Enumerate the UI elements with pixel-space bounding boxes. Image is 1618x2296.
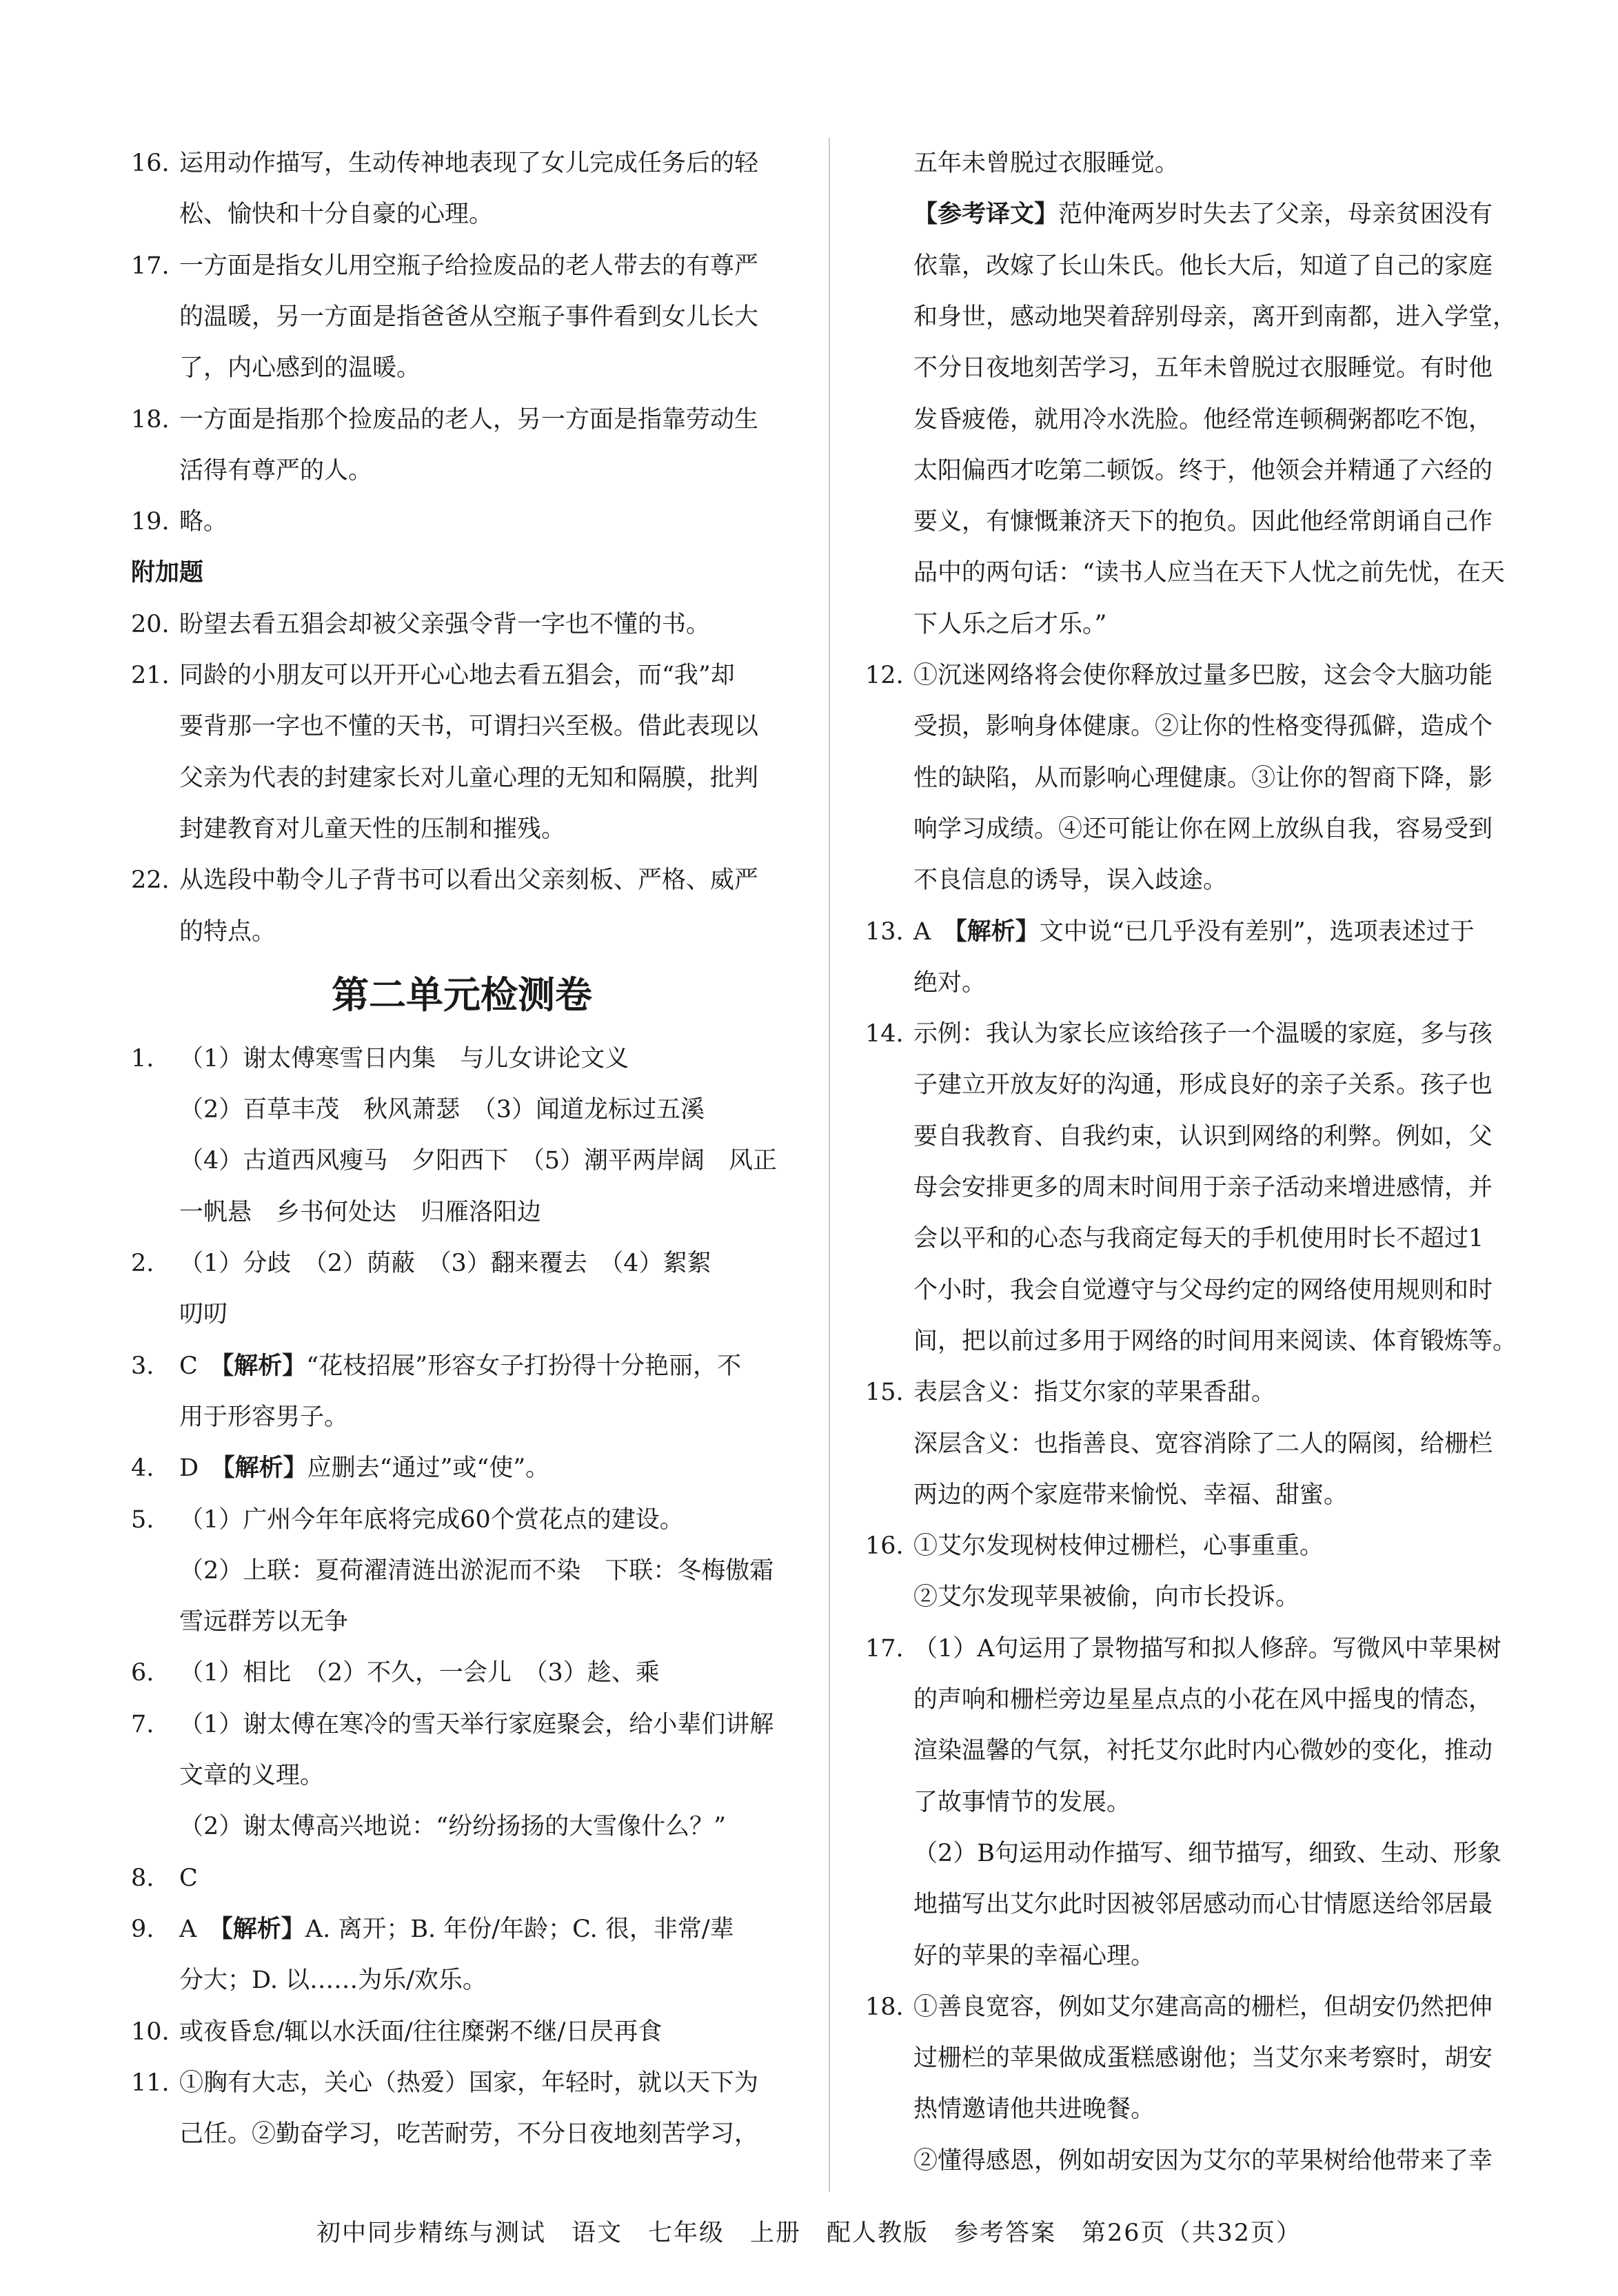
question-number: 18. (131, 405, 170, 434)
question-number: 7. (131, 1710, 154, 1738)
answer-line (865, 1111, 1493, 1162)
answer-text: C (179, 1864, 198, 1892)
answer-line (865, 241, 1493, 292)
answer-line (865, 547, 1505, 598)
answer-line (131, 1494, 684, 1545)
question-number: 3. (131, 1352, 154, 1380)
answer-line (865, 1521, 1324, 1572)
question-number: 16. (865, 1532, 904, 1561)
answer-line (865, 189, 1493, 240)
answer-line (131, 1801, 726, 1852)
question-number: 20. (131, 610, 170, 638)
section-title: 附加题 (131, 559, 204, 587)
answer-text: 雪远群芳以无争 (179, 1608, 349, 1636)
answer-line (131, 445, 372, 496)
answer-text: 渲染温馨的气氛，衬托艾尔此时内心微妙的变化，推动 (913, 1737, 1493, 1765)
answer-line (131, 292, 758, 343)
answer-line (865, 1008, 1493, 1059)
answer-text: 一方面是指那个捡废品的老人，另一方面是指靠劳动生 (179, 405, 759, 434)
answer-line (131, 1084, 705, 1135)
answer-line (865, 701, 1493, 752)
answer-line (865, 496, 1493, 547)
answer-line (131, 1904, 734, 1955)
answer-text: 和身世，感动地哭着辞别母亲，离开到南都，进入学堂， (913, 303, 1517, 331)
answer-text: 的声响和栅栏旁边星星点点的小花在风中摇曳的情态， (913, 1686, 1493, 1714)
answer-line (865, 2033, 1493, 2084)
answer-text: 一方面是指女儿用空瓶子给捡废品的老人带去的有尊严 (179, 252, 759, 280)
question-number: 5. (131, 1505, 154, 1534)
answer-text: 分大；D. 以……为乐/欢乐。 (179, 1967, 487, 1995)
question-number: 22. (131, 866, 170, 895)
answer-text: （1）相比 （2）不久，一会儿 （3）趁、乘 (179, 1659, 660, 1687)
answer-text: 母会安排更多的周末时间用于亲子活动来增进感情，并 (913, 1174, 1493, 1201)
answer-line (865, 804, 1493, 855)
answer-text: 的特点。 (179, 917, 276, 946)
answer-text: 好的苹果的幸福心理。 (913, 1942, 1155, 1970)
analysis-tag: 【解析】 (221, 1915, 305, 1943)
answer-text: 范仲淹两岁时失去了父亲，母亲贫困没有 (1058, 201, 1493, 229)
answer-line (131, 1647, 660, 1698)
answer-line (131, 1238, 711, 1289)
answer-line (865, 1162, 1493, 1213)
answer-line (865, 1572, 1300, 1623)
answer-text: 发昏疲倦，就用冷水洗脸。他经常连顿稠粥都吃不饱， (913, 405, 1493, 434)
answer-text: ②艾尔发现苹果被偷，向市长投诉。 (913, 1583, 1300, 1612)
question-number: 9. (131, 1915, 154, 1943)
answer-line (865, 753, 1493, 804)
answer-text: 会以平和的心态与我商定每天的手机使用时长不超过1 (913, 1225, 1484, 1253)
answer-text: 依靠，改嫁了长山朱氏。他长大后，知道了自己的家庭 (913, 252, 1493, 280)
answer-text: （2）谢太傅高兴地说：“纷纷扬扬的大雪像什么？” (179, 1813, 727, 1841)
answer-line (865, 343, 1493, 394)
answer-text: 要背那一字也不懂的天书，可谓扫兴至极。借此表现以 (179, 713, 759, 741)
answer-line (131, 855, 758, 906)
answer-line (131, 1187, 541, 1238)
answer-choice: C (179, 1352, 222, 1380)
answer-line (131, 1596, 348, 1647)
page-footer: 初中同步精练与测试 语文 七年级 上册 配人教版 参考答案 第26页（共32页） (316, 2219, 1302, 2247)
question-number: 21. (131, 662, 170, 689)
analysis-tag: 【参考译文】 (913, 201, 1059, 229)
answer-text: 叨叨 (179, 1301, 228, 1329)
answer-text: A. 离开；B. 年份/年龄；C. 很，非常/辈 (305, 1915, 734, 1943)
question-number: 15. (865, 1379, 904, 1407)
answer-text: 的温暖，另一方面是指爸爸从空瓶子事件看到女儿长大 (179, 303, 759, 331)
answer-line (865, 1674, 1493, 1725)
answer-line (131, 394, 758, 445)
answer-text: 同龄的小朋友可以开开心心地去看五猖会，而“我”却 (179, 662, 735, 689)
answer-text: 活得有尊严的人。 (179, 456, 373, 485)
answer-choice: D (179, 1454, 223, 1483)
answer-line (865, 906, 1475, 957)
answer-line (131, 599, 710, 650)
answer-line (131, 701, 758, 752)
answer-line (131, 1853, 198, 1904)
answer-text: 文中说“已几乎没有差别”，选项表述过于 (1039, 917, 1475, 946)
answer-text: ②懂得感恩，例如胡安因为艾尔的苹果树给他带来了幸 (913, 2146, 1493, 2175)
answer-text: 性的缺陷，从而影响心理健康。③让你的智商下降，影 (913, 764, 1493, 792)
answer-text: 封建教育对儿童天性的压制和摧残。 (179, 815, 566, 843)
answer-text: ①胸有大志，关心（热爱）国家，年轻时，就以天下为 (179, 2069, 759, 2097)
question-number: 10. (131, 2018, 170, 2046)
answer-text: 松、愉快和十分自豪的心理。 (179, 201, 494, 229)
question-number: 1. (131, 1044, 154, 1073)
answer-text: 父亲为代表的封建家长对儿童心理的无知和隔膜，批判 (179, 764, 759, 792)
answer-text: 一帆悬 乡书何处达 归雁洛阳边 (179, 1198, 542, 1226)
answer-text: “花枝招展”形容女子打扮得十分艳丽，不 (306, 1352, 742, 1380)
answer-line (865, 599, 1106, 650)
answer-text: 绝对。 (913, 968, 987, 997)
answer-text: 了，内心感到的温暖。 (179, 354, 421, 383)
question-number: 8. (131, 1864, 154, 1892)
answer-line (865, 1879, 1493, 1930)
answer-text: 响学习成绩。④还可能让你在网上放纵自我，容易受到 (913, 815, 1493, 843)
answer-text: 应删去“通过”或“使”。 (307, 1454, 550, 1483)
answer-text: 深层含义：也指善良、宽容消除了二人的隔阂，给栅栏 (913, 1430, 1493, 1458)
unit-title: 第二单元检测卷 (332, 973, 592, 1017)
answer-text: 不分日夜地刻苦学习，五年未曾脱过衣服睡觉。有时他 (913, 354, 1493, 383)
answer-text: （1）谢太傅在寒冷的雪天举行家庭聚会，给小辈们讲解 (179, 1710, 774, 1738)
analysis-tag: 【解析】 (955, 917, 1040, 946)
answer-text: 五年未曾脱过衣服睡觉。 (913, 150, 1180, 177)
answer-text: 要自我教育、自我约束，认识到网络的利弊。例如，父 (913, 1122, 1493, 1150)
answer-line (865, 1316, 1517, 1367)
question-number: 14. (865, 1020, 904, 1048)
answer-line (131, 1545, 773, 1596)
answer-text: （2）上联：夏荷濯清涟出淤泥而不染 下联：冬梅傲霜 (179, 1556, 774, 1585)
answer-text: （2）B句运用动作描写、细节描写，细致、生动、形象 (913, 1839, 1501, 1867)
answer-line (131, 1955, 487, 2006)
answer-line (865, 445, 1493, 496)
answer-line (865, 1931, 1155, 1982)
answer-line (865, 1419, 1493, 1470)
question-number: 13. (865, 917, 904, 946)
answer-line (131, 2058, 758, 2109)
answer-text: 己任。②勤奋学习，吃苦耐劳，不分日夜地刻苦学习， (179, 2120, 759, 2148)
question-number: 12. (865, 662, 904, 689)
answer-text: 太阳偏西才吃第二顿饭。终于，他领会并精通了六经的 (913, 456, 1493, 485)
question-number: 17. (131, 252, 170, 280)
answer-text: 或夜昏怠/辄以水沃面/往往糜粥不继/日昃再食 (179, 2018, 663, 2046)
answer-line (865, 1059, 1493, 1110)
answer-text: 表层含义：指艾尔家的苹果香甜。 (913, 1379, 1276, 1407)
question-number: 2. (131, 1250, 154, 1277)
answer-text: （1）分歧 （2）荫蔽 （3）翻来覆去 （4）絮絮 (179, 1250, 711, 1277)
answer-line (131, 650, 735, 701)
answer-line (131, 1750, 324, 1801)
question-number: 19. (131, 508, 170, 536)
answer-text: （2）百草丰茂 秋风萧瑟 （3）闻道龙标过五溪 (179, 1096, 705, 1124)
answer-text: 品中的两句话：“读书人应当在天下人忧之前先忧，在天 (913, 559, 1505, 587)
answer-line (131, 1289, 227, 1340)
answer-line (131, 1341, 741, 1392)
answer-text: 盼望去看五猖会却被父亲强令背一字也不懂的书。 (179, 610, 711, 638)
answer-line (865, 1828, 1501, 1879)
question-number: 4. (131, 1454, 154, 1483)
answer-line (865, 1367, 1275, 1418)
answer-line (131, 2007, 662, 2058)
answer-text: 热情邀请他共进晚餐。 (913, 2095, 1155, 2124)
section-heading (131, 547, 203, 598)
analysis-tag: 【解析】 (221, 1352, 307, 1380)
answer-text: 了故事情节的发展。 (913, 1788, 1131, 1816)
answer-text: ①善良宽容，例如艾尔建高高的栅栏，但胡安仍然把伸 (913, 1993, 1493, 2021)
column-divider (829, 138, 830, 2192)
answer-text: ①艾尔发现树枝伸过栅栏，心事重重。 (913, 1532, 1324, 1561)
answer-line (865, 650, 1493, 701)
answer-line (131, 906, 276, 957)
answer-text: 用于形容男子。 (179, 1403, 349, 1431)
answer-line (865, 1725, 1493, 1776)
answer-text: 从选段中勒令儿子背书可以看出父亲刻板、严格、威严 (179, 866, 759, 895)
answer-text: 个小时，我会自觉遵守与父母约定的网络使用规则和时 (913, 1276, 1493, 1304)
answer-line (865, 1623, 1501, 1674)
answer-line (131, 1443, 549, 1494)
answer-line (865, 292, 1517, 343)
answer-line (131, 189, 493, 240)
answer-text: 运用动作描写，生动传神地表现了女儿完成任务后的轻 (179, 150, 759, 177)
answer-text: （4）古道西风瘦马 夕阳西下 （5）潮平两岸阔 风正 (179, 1147, 778, 1175)
answer-text: 略。 (179, 508, 228, 536)
answer-line (131, 496, 227, 547)
answer-text: 下人乐之后才乐。” (913, 610, 1107, 638)
answer-line (865, 1470, 1348, 1521)
answer-line (131, 753, 758, 804)
answer-text: 子建立开放友好的沟通，形成良好的亲子关系。孩子也 (913, 1071, 1493, 1099)
answer-text: ①沉迷网络将会使你释放过量多巴胺，这会令大脑功能 (913, 662, 1493, 689)
answer-line (131, 804, 565, 855)
answer-line (131, 1699, 773, 1750)
answer-line (865, 1213, 1484, 1264)
answer-line (865, 2135, 1493, 2186)
analysis-tag: 【解析】 (223, 1454, 307, 1483)
answer-line (865, 1982, 1493, 2033)
answer-choice: A (913, 917, 955, 946)
question-number: 18. (865, 1993, 904, 2021)
answer-line (865, 957, 986, 1008)
answer-text: 文章的义理。 (179, 1762, 325, 1789)
answer-line (131, 2109, 758, 2160)
answer-text: 要义，有慷慨兼济天下的抱负。因此他经常朗诵自己作 (913, 508, 1493, 536)
answer-line (865, 394, 1493, 445)
answer-line (131, 1033, 629, 1084)
question-number: 6. (131, 1659, 154, 1687)
answer-line (865, 855, 1227, 906)
answer-line (131, 1392, 348, 1443)
question-number: 11. (131, 2069, 170, 2097)
answer-line (131, 241, 758, 292)
answer-text: （1）谢太傅寒雪日内集 与儿女讲论文义 (179, 1044, 629, 1073)
answer-text: （1）A句运用了景物描写和拟人修辞。写微风中苹果树 (913, 1634, 1501, 1663)
answer-line (131, 1135, 777, 1186)
answer-text: 示例：我认为家长应该给孩子一个温暖的家庭，多与孩 (913, 1020, 1493, 1048)
answer-line (865, 1265, 1493, 1316)
answer-text: 地描写出艾尔此时因被邻居感动而心甘情愿送给邻居最 (913, 1891, 1493, 1919)
answer-line (865, 2084, 1155, 2135)
answer-line (865, 1777, 1131, 1828)
answer-text: 过栅栏的苹果做成蛋糕感谢他；当艾尔来考察时，胡安 (913, 2044, 1493, 2073)
answer-text: 不良信息的诱导，误入歧途。 (913, 866, 1228, 895)
answer-choice: A (179, 1915, 221, 1943)
answer-text: 间，把以前过多用于网络的时间用来阅读、体育锻炼等。 (913, 1327, 1517, 1355)
question-number: 17. (865, 1634, 904, 1663)
question-number: 16. (131, 150, 170, 177)
answer-text: 两边的两个家庭带来愉悦、幸福、甜蜜。 (913, 1481, 1348, 1509)
answer-line (131, 138, 758, 189)
answer-text: （1）广州今年年底将完成60个赏花点的建设。 (179, 1505, 684, 1534)
answer-line (865, 138, 1179, 189)
answer-text: 受损，影响身体健康。②让你的性格变得孤僻，造成个 (913, 713, 1493, 741)
answer-line (131, 343, 421, 394)
